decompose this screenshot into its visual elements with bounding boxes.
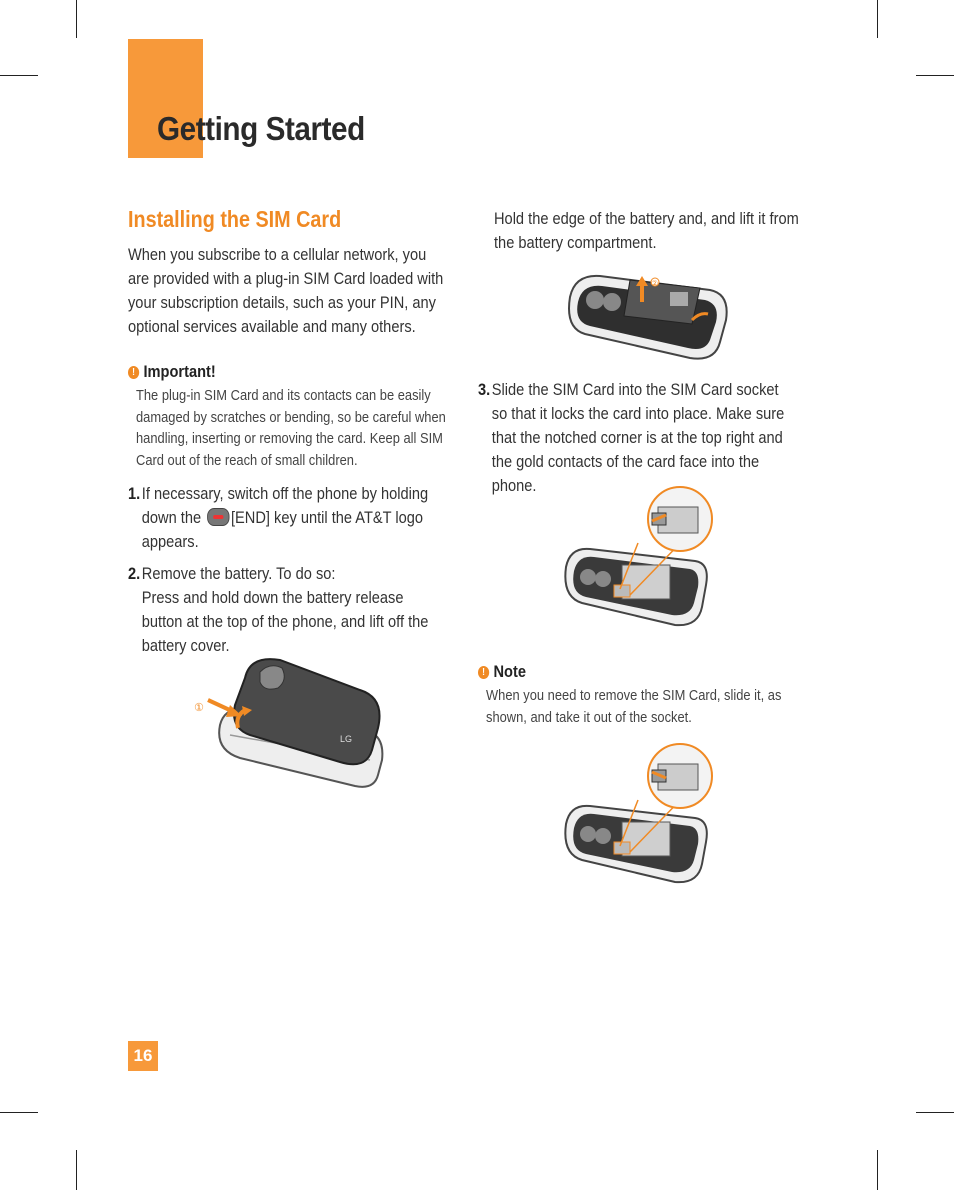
step-marker: ①: [194, 701, 204, 714]
alert-icon: !: [128, 366, 139, 379]
intro-paragraph: When you subscribe to a cellular network, you are provided with a plug-in SIM Card loaded with your subscription details, such as your PIN, any optional services available and many others.: [128, 245, 444, 336]
step-marker: ②: [651, 279, 659, 288]
crop-mark: [916, 1112, 954, 1113]
step-subtext: Press and hold down the battery release button at the top of the phone, and lift off the battery cover.: [141, 588, 429, 655]
step-number: 3.: [478, 380, 491, 399]
crop-mark: [916, 75, 954, 76]
sim-remove-illustration: [560, 742, 720, 890]
step-text: Slide the SIM Card into the SIM Card socket so that it locks the card into place. Make sure that the notched corner is at the top right and the gold contacts of the card face into the phone.: [491, 380, 785, 495]
crop-mark: [76, 0, 77, 38]
important-text: The plug-in SIM Card and its contacts can be easily damaged by scratches or bending, so be careful when handling, inserting or removing the card. Keep all SIM Card out of the reach of small children.: [136, 387, 446, 469]
crop-mark: [76, 1150, 77, 1190]
page-number: 16: [128, 1041, 158, 1071]
battery-removal-illustration: [560, 262, 730, 367]
list-item: [478, 378, 796, 498]
end-key-icon: [207, 508, 229, 526]
note-label: Note: [493, 662, 526, 681]
sim-insert-illustration: [560, 485, 720, 633]
step-text: Remove the battery. To do so:: [141, 564, 336, 583]
section-title: Installing the SIM Card: [128, 206, 342, 232]
note-text: When you need to remove the SIM Card, slide it, as shown, and take it out of the socket.: [486, 687, 782, 726]
note-heading: [478, 662, 526, 682]
important-label: Important!: [143, 362, 216, 381]
crop-mark: [0, 75, 38, 76]
battery-lift-text: Hold the edge of the battery and, and lift it from the battery compartment.: [494, 209, 799, 252]
steps-list-left: [128, 482, 446, 658]
step-number: 2.: [128, 564, 141, 583]
step-number: 1.: [128, 484, 141, 503]
steps-list-right: [478, 378, 796, 498]
page-title: Getting Started: [157, 110, 365, 147]
cover-logo: LG: [340, 734, 353, 744]
battery-cover-illustration: [190, 650, 390, 790]
alert-icon: !: [478, 666, 489, 679]
step-text: [END] key until the AT&T logo appears.: [141, 508, 424, 551]
crop-mark: [0, 1112, 38, 1113]
list-item: [128, 482, 446, 554]
list-item: [128, 562, 446, 658]
important-heading: [128, 362, 216, 382]
step-text: If necessary, switch off the phone by holding down the: [141, 484, 429, 527]
crop-mark: [877, 0, 878, 38]
crop-mark: [877, 1150, 878, 1190]
